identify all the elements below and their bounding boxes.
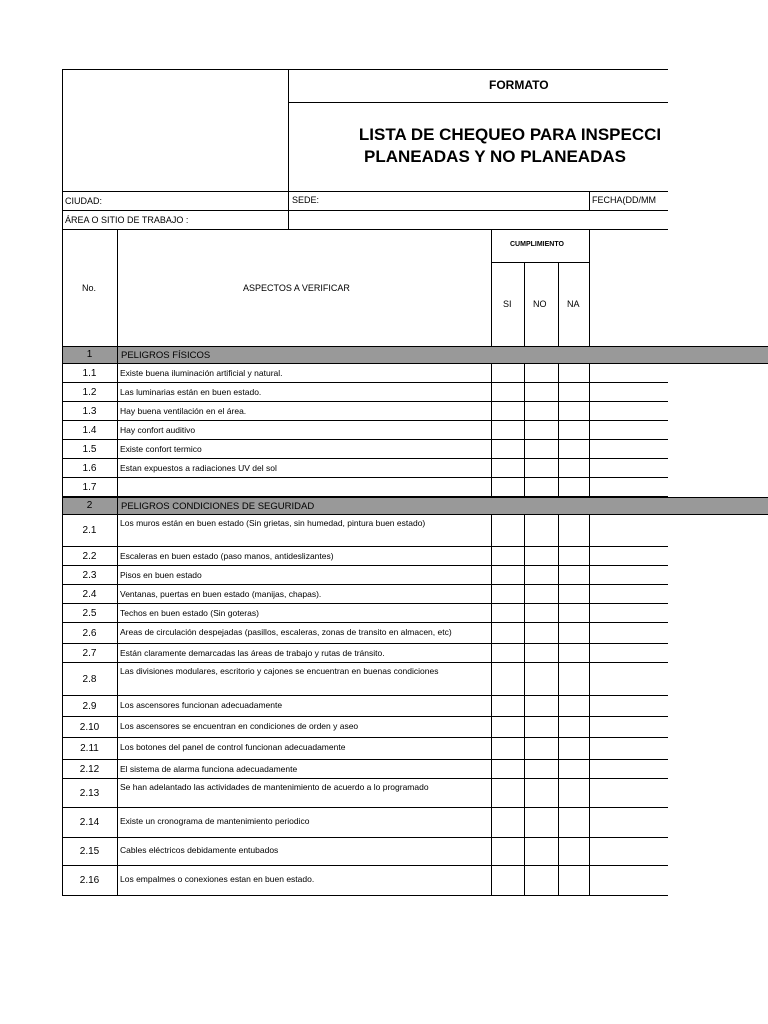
item-number: 2.6 (82, 628, 97, 639)
item-text: Los ascensores funcionan adecuadamente (120, 700, 283, 710)
check-cell-no[interactable] (525, 779, 557, 807)
check-cell-na[interactable] (559, 402, 591, 420)
check-cell-si[interactable] (492, 623, 524, 643)
check-cell-no[interactable] (525, 459, 557, 477)
cell-divider (117, 547, 118, 566)
section-title: PELIGROS CONDICIONES DE SEGURIDAD (121, 501, 315, 512)
column-header (62, 230, 668, 346)
cell-divider (117, 808, 118, 838)
item-text: Existe confort termico (120, 444, 202, 454)
item-number: 2.9 (82, 701, 97, 712)
check-cell-na[interactable] (559, 547, 591, 565)
check-cell-na[interactable] (559, 459, 591, 477)
col-no-opt-label: NO (533, 299, 547, 309)
ciudad-label: CIUDAD: (65, 196, 103, 206)
check-cell-no[interactable] (525, 478, 557, 496)
section-divider (117, 346, 118, 364)
check-cell-no[interactable] (525, 383, 557, 401)
item-number: 2.12 (79, 764, 100, 775)
cell-divider (117, 663, 118, 696)
col-aspectos-label: ASPECTOS A VERIFICAR (243, 283, 350, 293)
cell-divider (117, 585, 118, 604)
area-label: ÁREA O SITIO DE TRABAJO : (65, 215, 189, 225)
check-cell-na[interactable] (559, 440, 591, 458)
check-cell-na[interactable] (559, 644, 591, 662)
item-text: Las divisiones modulares, escritorio y cajones se encuentran en buenas condiciones (120, 666, 439, 676)
item-number: 2.2 (82, 551, 97, 562)
formato-label: FORMATO (489, 78, 549, 92)
item-text: Los botones del panel de control funcionan adecuadamente (120, 742, 346, 752)
check-cell-no[interactable] (525, 663, 557, 695)
check-cell-na[interactable] (559, 779, 591, 807)
check-cell-no[interactable] (525, 364, 557, 382)
check-cell-si[interactable] (492, 440, 524, 458)
cell-divider (117, 644, 118, 663)
col-si-label: SI (503, 299, 512, 309)
check-cell-na[interactable] (559, 717, 591, 737)
section-divider (117, 497, 118, 515)
section-number: 2 (86, 500, 93, 511)
check-cell-si[interactable] (492, 760, 524, 778)
item-number: 1.7 (82, 482, 97, 493)
check-cell-na[interactable] (559, 421, 591, 439)
item-text: Techos en buen estado (Sin goteras) (120, 608, 259, 618)
item-number: 1.6 (82, 463, 97, 474)
check-cell-no[interactable] (525, 717, 557, 737)
check-cell-na[interactable] (559, 383, 591, 401)
check-cell-na[interactable] (559, 478, 591, 496)
item-number: 2.13 (79, 788, 100, 799)
cell-divider (117, 738, 118, 760)
cell-divider (117, 604, 118, 623)
cell-divider (117, 459, 118, 478)
cell-divider (117, 866, 118, 896)
item-number: 2.15 (79, 846, 100, 857)
item-text: Los muros están en buen estado (Sin grietas, sin humedad, pintura buen estado) (120, 518, 426, 528)
check-cell-no[interactable] (525, 738, 557, 759)
check-cell-no[interactable] (525, 696, 557, 716)
check-cell-si[interactable] (492, 663, 524, 695)
cell-divider (117, 779, 118, 808)
document-title (300, 124, 720, 168)
item-number: 2.7 (82, 648, 97, 659)
item-number: 1.5 (82, 444, 97, 455)
cell-divider (117, 478, 118, 497)
section-number: 1 (86, 349, 93, 360)
check-cell-si[interactable] (492, 566, 524, 584)
check-cell-na[interactable] (559, 838, 591, 865)
check-cell-no[interactable] (525, 421, 557, 439)
check-cell-no[interactable] (525, 604, 557, 622)
col-divider-obs (589, 230, 590, 346)
check-cell-na[interactable] (559, 566, 591, 584)
item-text: Areas de circulación despejadas (pasillos, escaleras, zonas de transito en almacen, etc) (120, 627, 452, 637)
item-text: Pisos en buen estado (120, 570, 202, 580)
check-cell-si[interactable] (492, 547, 524, 565)
item-text: El sistema de alarma funciona adecuadamente (120, 764, 298, 774)
check-cell-na[interactable] (559, 738, 591, 759)
check-cell-si[interactable] (492, 383, 524, 401)
check-cell-na[interactable] (559, 623, 591, 643)
check-cell-na[interactable] (559, 866, 591, 895)
item-text: Estan expuestos a radiaciones UV del sol (120, 463, 277, 473)
col-divider-si (524, 262, 525, 346)
check-cell-si[interactable] (492, 478, 524, 496)
check-cell-no[interactable] (525, 402, 557, 420)
info-row-1 (62, 191, 668, 211)
item-text: Cables eléctricos debidamente entubados (120, 845, 279, 855)
item-text: Existe un cronograma de mantenimiento periodico (120, 816, 310, 826)
sede-label: SEDE: (292, 195, 320, 205)
item-number: 1.3 (82, 406, 97, 417)
section-title: PELIGROS FÍSICOS (121, 350, 211, 361)
fecha-label: FECHA(DD/MM (592, 195, 656, 205)
item-number: 2.3 (82, 570, 97, 581)
check-cell-no[interactable] (525, 566, 557, 584)
fecha-divider (589, 191, 590, 211)
col-divider-no (117, 230, 118, 346)
cell-divider (117, 838, 118, 866)
item-number: 1.2 (82, 387, 97, 398)
cell-divider (117, 717, 118, 738)
col-divider-aspectos (491, 230, 492, 346)
check-cell-na[interactable] (559, 760, 591, 778)
cell-divider (117, 696, 118, 717)
check-cell-no[interactable] (525, 623, 557, 643)
check-cell-no[interactable] (525, 515, 557, 546)
col-no-label: No. (82, 283, 97, 293)
cell-divider (117, 440, 118, 459)
check-cell-na[interactable] (559, 585, 591, 603)
check-cell-no[interactable] (525, 547, 557, 565)
check-cell-na[interactable] (559, 696, 591, 716)
check-cell-si[interactable] (492, 421, 524, 439)
check-cell-si[interactable] (492, 585, 524, 603)
col-cumplimiento-label: CUMPLIMIENTO (510, 241, 564, 248)
check-cell-si[interactable] (492, 402, 524, 420)
check-cell-na[interactable] (559, 808, 591, 837)
check-cell-no[interactable] (525, 644, 557, 662)
cell-divider (117, 383, 118, 402)
item-text: Existe buena iluminación artificial y natural. (120, 368, 283, 378)
item-number: 2.10 (79, 722, 100, 733)
check-cell-si[interactable] (492, 738, 524, 759)
item-number: 1.1 (82, 368, 97, 379)
check-cell-no[interactable] (525, 866, 557, 895)
check-cell-no[interactable] (525, 440, 557, 458)
item-text: Hay confort auditivo (120, 425, 196, 435)
check-cell-na[interactable] (559, 364, 591, 382)
item-text: Se han adelantado las actividades de mantenimiento de acuerdo a lo programado (120, 782, 429, 792)
item-number: 2.5 (82, 608, 97, 619)
check-cell-no[interactable] (525, 838, 557, 865)
item-number: 2.4 (82, 589, 97, 600)
check-cell-si[interactable] (492, 866, 524, 895)
item-number: 2.8 (82, 674, 97, 685)
col-na-label: NA (567, 299, 580, 309)
document-title-line2: PLANEADAS Y NO PLANEADAS (364, 147, 626, 166)
item-text: Hay buena ventilación en el área. (120, 406, 247, 416)
item-number: 2.1 (82, 525, 97, 536)
col-divider-no-opt (558, 262, 559, 346)
check-cell-si[interactable] (492, 604, 524, 622)
item-text: Los empalmes o conexiones estan en buen estado. (120, 874, 315, 884)
cell-divider (117, 566, 118, 585)
check-cell-si[interactable] (492, 459, 524, 477)
check-cell-no[interactable] (525, 808, 557, 837)
check-cell-si[interactable] (492, 838, 524, 865)
formato-underline (288, 102, 668, 103)
cell-divider (117, 421, 118, 440)
cumplimiento-underline (491, 262, 589, 263)
cell-divider (117, 402, 118, 421)
check-cell-si[interactable] (492, 696, 524, 716)
item-text: Están claramente demarcadas las áreas de trabajo y rutas de tránsito. (120, 648, 385, 658)
item-text: Escaleras en buen estado (paso manos, antideslizantes) (120, 551, 334, 561)
cell-divider (117, 623, 118, 644)
item-text: Los ascensores se encuentran en condiciones de orden y aseo (120, 721, 359, 731)
item-number: 1.4 (82, 425, 97, 436)
item-text: Las luminarias están en buen estado. (120, 387, 262, 397)
check-cell-no[interactable] (525, 760, 557, 778)
item-number: 2.11 (80, 743, 99, 754)
check-cell-no[interactable] (525, 585, 557, 603)
check-cell-si[interactable] (492, 364, 524, 382)
cell-divider (117, 760, 118, 779)
check-cell-si[interactable] (492, 717, 524, 737)
item-number: 2.14 (79, 817, 100, 828)
check-cell-si[interactable] (492, 515, 524, 546)
check-cell-si[interactable] (492, 779, 524, 807)
check-cell-na[interactable] (559, 515, 591, 546)
check-cell-na[interactable] (559, 663, 591, 695)
check-cell-na[interactable] (559, 604, 591, 622)
item-number: 2.16 (79, 875, 100, 886)
cell-divider (117, 364, 118, 383)
check-cell-si[interactable] (492, 808, 524, 837)
item-text: Ventanas, puertas en buen estado (manijas, chapas). (120, 589, 322, 599)
cell-divider (117, 515, 118, 547)
document-title-line1: LISTA DE CHEQUEO PARA INSPECCI (358, 125, 662, 144)
check-cell-si[interactable] (492, 644, 524, 662)
